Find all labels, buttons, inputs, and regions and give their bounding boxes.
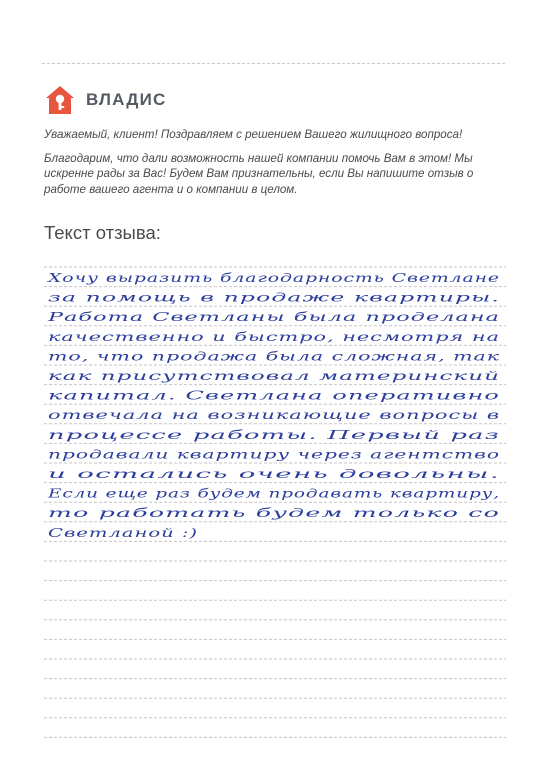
review-line: за помощь в продаже квартиры. (48, 289, 500, 305)
handwritten-review (46, 270, 500, 540)
review-line: то работать будем только со (48, 505, 500, 521)
review-line: Работа Светланы была проделана (46, 309, 501, 325)
review-line: качественно и быстро, несмотря на (48, 328, 500, 344)
review-line: Если еще раз будем продавать квартиру, (46, 485, 500, 501)
review-line: капитал. Светлана оперативно (48, 387, 500, 403)
intro-body: Благодарим, что дали возможность нашей компании помочь Вам в этом! Мы искренне рады за Вас! Будем Вам признательны, если Вы напишите отзыв о работе вашего агента и о компании в целом. (44, 151, 474, 196)
review-line: и остались очень довольны. (48, 466, 500, 481)
review-line: Хочу выразить благодарность Светлане (46, 270, 501, 285)
review-line: продавали квартиру через агентство (48, 446, 500, 462)
review-line: процессе работы. Первый раз (48, 426, 500, 442)
intro-greeting: Уважаемый, клиент! Поздравляем с решением Вашего жилищного вопроса! (44, 128, 463, 141)
review-line: как присутствовал материнский (48, 368, 500, 383)
review-line: отвечала на возникающие вопросы в (48, 407, 500, 423)
review-line: то, что продажа была сложная, так (48, 348, 500, 364)
review-line: Светланой :) (48, 524, 198, 540)
brand-name: ВЛАДИС (86, 90, 167, 109)
review-heading: Текст отзыва: (44, 222, 161, 243)
